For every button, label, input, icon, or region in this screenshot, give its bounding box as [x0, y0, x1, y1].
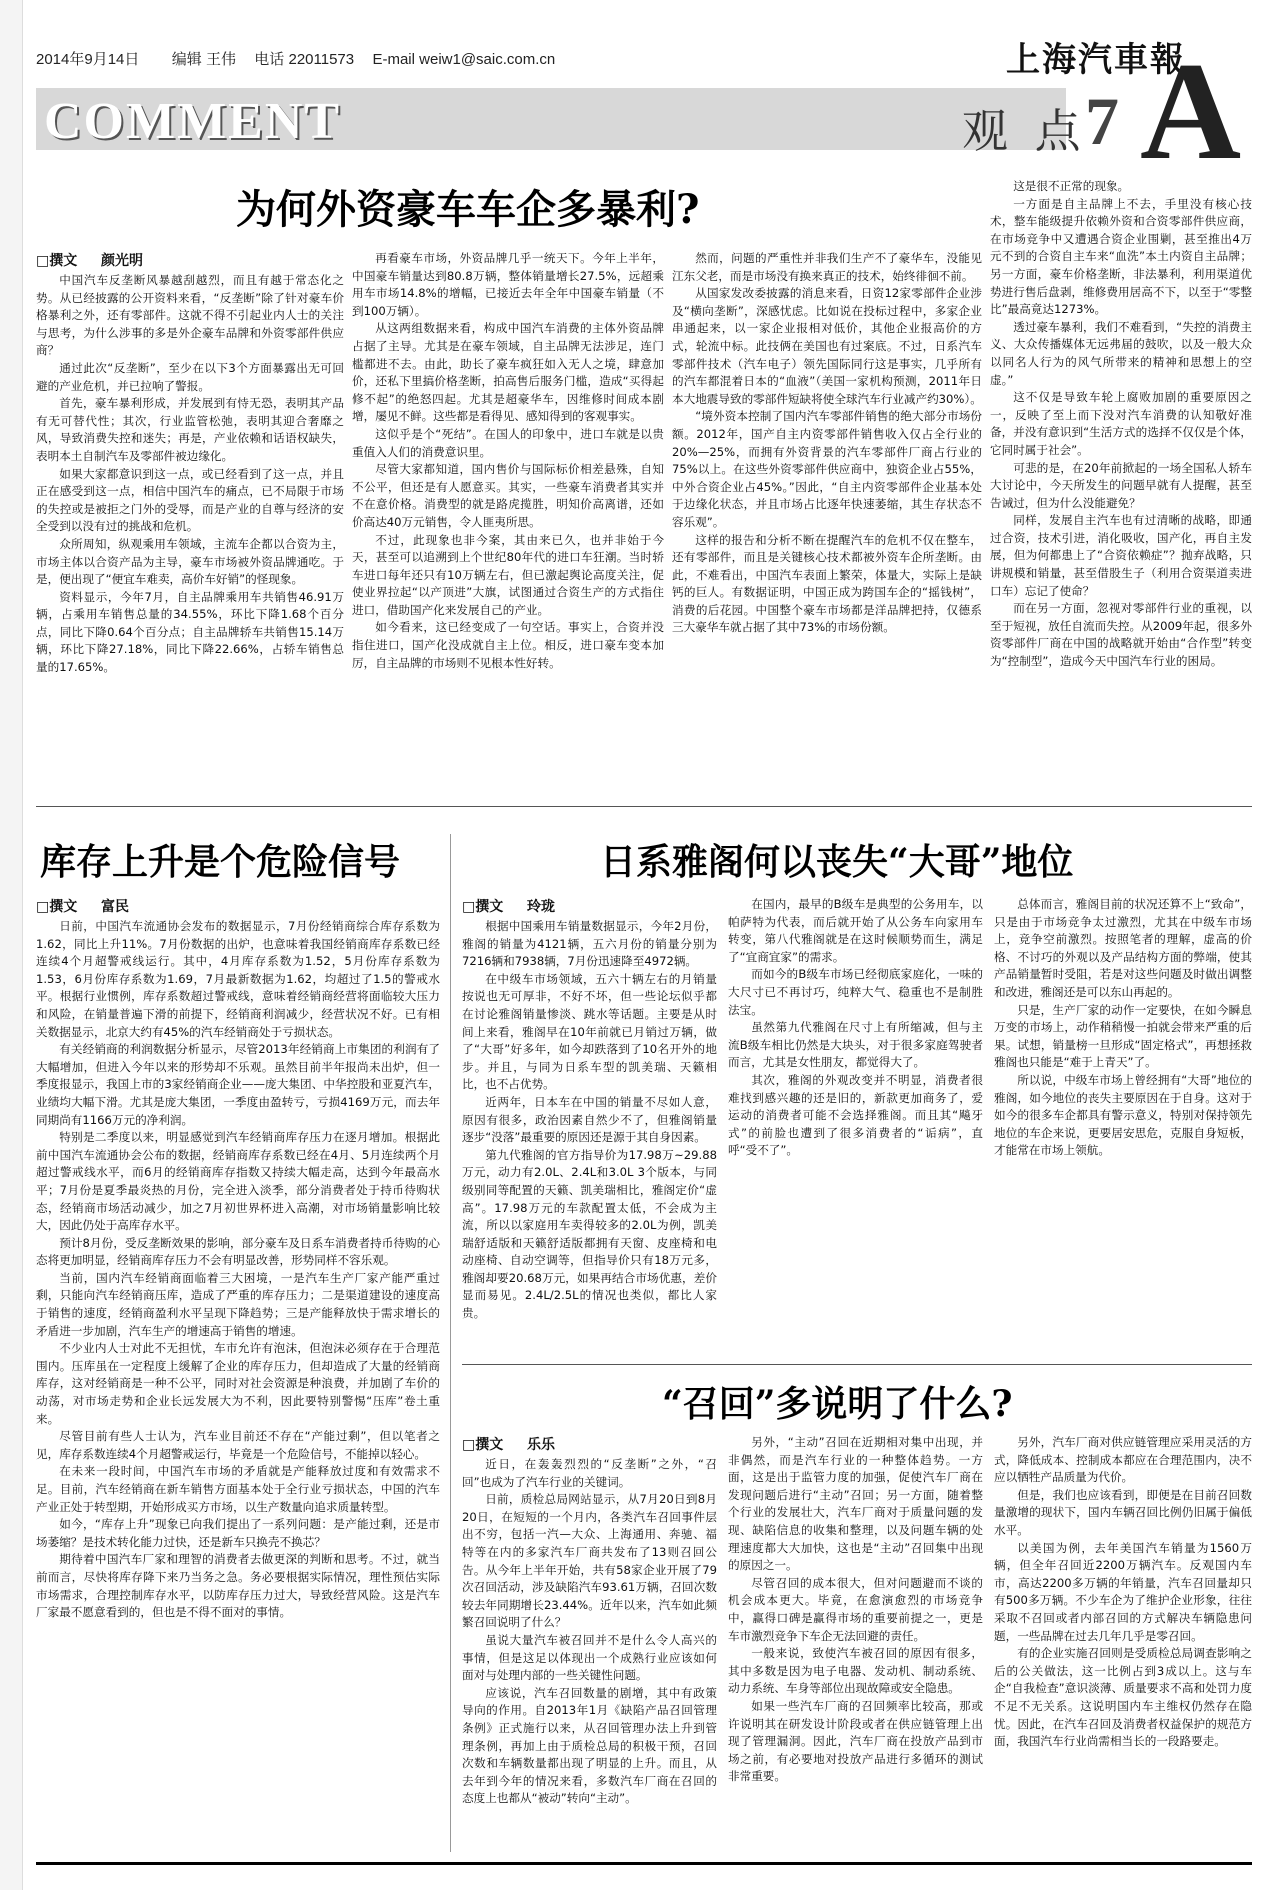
article-paragraph: 一方面是自主品牌上不去，手里没有核心技术，整车能级提升依赖外资和合资零部件供应商，在市场竞争中又遭遇合资企业围剿，甚至推出4万元不到的合资自主车来“血洗”本土内资自主品牌；另一方面，豪车价格垄断，非法暴利，利用渠道优势进行售后盘剥，维修费用居高不下，以至于“零整比”最高竟达1273%。 [990, 196, 1252, 317]
article-paragraph: 如今，“库存上升”现象已向我们提出了一系列问题：是产能过剩，还是市场萎缩？是技术转化能力过快，还是新车只换壳不换芯？ [36, 1517, 440, 1549]
editor-label: 编辑 [171, 51, 202, 68]
article-paragraph: 同样，发展自主汽车也有过清晰的战略，即通过合资，技术引进，消化吸收，国产化，再自主发展，但为何都患上了“合资依赖症”？抛弃战略，只讲规模和销量，甚至借股生子（利用合资渠道卖进口车）忘记了使命？ [990, 513, 1252, 598]
article-paragraph: 再看豪车市场，外资品牌几乎一统天下。今年上半年，中国豪车销量达到80.8万辆，整体销量增长27.5%，远超乘用车市场14.8%的增幅，已接近去年全年中国豪车销量（不到100万辆）。 [352, 251, 664, 318]
article-paragraph: 以美国为例，去年美国汽车销量为1560万辆，但全年召回近2200万辆汽车。反观国内车市，高达2200多万辆的年销量，汽车召回量却只有500多万辆。不少车企为了维护企业形象，往往采取不召回或者内部召回的方式解决车辆隐患问题，一些品牌在过去几年几乎是零召回。 [994, 1540, 1252, 1643]
article-paragraph: 而如今的B级车市场已经彻底家庭化，一味的大尺寸已不再讨巧，纯粹大气、稳重也不是制胜法宝。 [728, 967, 983, 1017]
email-label: E-mail [372, 51, 415, 68]
article-paragraph: 从国家发改委披露的消息来看，日资12家零部件企业涉及“横向垄断”，深感忧虑。比如说在投标过程中，多家企业串通起来，以一家企业报相对低价，其他企业报高价的方式，轮流中标。此技俩在美国也有过案底。不过，日系汽车零部件技术（汽车电子）领先国际同行这是事实，几乎所有的汽车都混着日本的“血液”（美国一家机构预测，2011年日本大地震导致的零部件短缺将使全球汽车行业减产约30%）。 [672, 286, 982, 406]
article-paragraph: 特别是二季度以来，明显感觉到汽车经销商库存压力在逐月增加。根据此前中国汽车流通协会公布的数据，经销商库存系数已经在4月、5月连续两个月超过警戒线水平，而6月的经销商库存指数又持续大幅走高，达到今年最高水平；7月份是夏季最炎热的月份，完全进入淡季，部分消费者处于持币待购状态，经销商市场活动减少，加之7月初世界杯进入高潮，对市场销量影响比较大，因此仍处于高库存水平。 [36, 1130, 440, 1233]
article-paragraph: 虽说大量汽车被召回并不是什么令人高兴的事情，但是这足以体现出一个成熟行业应该如何面对与处理内部的一些关键性问题。 [462, 1632, 717, 1683]
phone-number: 22011573 [288, 51, 355, 68]
article-paragraph: 所以说，中级车市场上曾经拥有“大哥”地位的雅阁，如今地位的丧失主要原因在于自身。这对于如今的很多车企都具有警示意义，特别对保持领先地位的车企来说，更要居安思危，克服自身短板，才能常在市场上领航。 [994, 1072, 1252, 1158]
article-paragraph: 另外，汽车厂商对供应链管理应采用灵活的方式，降低成本、控制成本都应在合理范围内，决不应以牺牲产品质量为代价。 [994, 1435, 1252, 1485]
article3-author: 玲珑 [526, 899, 555, 915]
article-paragraph: 众所周知，纵观乘用车领域，主流车企都以合资为主，市场主体以合资产品为主导，豪车市场被外资品牌通吃。于是，便出现了“便宜车难卖，高价车好销”的怪现象。 [36, 536, 344, 587]
article1-author: 颜光明 [100, 253, 143, 269]
article2-byline [36, 896, 129, 916]
editor-name: 王伟 [205, 51, 236, 68]
article-paragraph: 一般来说，致使汽车被召回的原因有很多，其中多数是因为电子电器、发动机、制动系统、动力系统、车身等部位出现故障或安全隐患。 [728, 1646, 983, 1696]
byline-label: □撰文 [36, 253, 78, 269]
column-divider [450, 834, 451, 1852]
article-paragraph: 根据中国乘用车销量数据显示，今年2月份，雅阁的销量为4121辆，五六月份的销量分别为7216辆和7938辆，7月份迅速降至4972辆。 [462, 919, 717, 969]
article-paragraph: 然而，问题的严重性并非我们生产不了豪华车，没能见江东父老，而是市场没有换来真正的技术，始终徘徊不前。 [672, 251, 982, 283]
article-paragraph: 这不仅是导致车轮上腐败加剧的重要原因之一，反映了至上而下没对汽车消费的认知敬好准备，并没有意识到“生活方式的选择不仅仅是个体，它同时属于社会”。 [990, 390, 1252, 457]
article-paragraph: 期待着中国汽车厂家和理智的消费者去做更深的判断和思考。不过，就当前而言，尽快将库存降下来乃当务之急。务必要根据实际情况，理性预估实际市场需求，合理控制库存水平，以防库存压力过大，导致经营风险。这是汽车厂家最不愿意看到的，但也是不得不面对的事情。 [36, 1552, 440, 1620]
article-paragraph: 如今看来，这已经变成了一句空话。事实上，合资并没指住进口，国产化没成就自主上位。相反，进口豪车变本加厉，自主品牌的市场则不见根本性好转。 [352, 620, 664, 670]
article-paragraph: 如果大家都意识到这一点，或已经看到了这一点，并且正在感受到这一点，相信中国汽车的痛点，已不局限于市场的失控或是被拒之门外的受辱，而是产业的自尊与经济的安全受到以没有过的挑战和危机。 [36, 466, 344, 534]
article-paragraph: 如果一些汽车厂商的召回频率比较高，那或许说明其在研发设计阶段或者在供应链管理上出现了管理漏洞。因此，汽车厂商在投放产品到市场之前，有必要地对投放产品进行多循环的测试非常重要。 [728, 1698, 983, 1784]
article-paragraph: 尽管目前有些人士认为，汽车业目前还不存在“产能过剩”，但以笔者之见，库存系数连续4个月超警戒运行，毕竟是一个危险信号，不能掉以轻心。 [36, 1429, 440, 1461]
article1-byline [36, 250, 143, 270]
byline-label: □撰文 [36, 899, 78, 915]
article4-column-3 [994, 1434, 1252, 1852]
article-paragraph: 不少业内人士对此不无担忧，车市允许有泡沫，但泡沫必须存在于合理范围内。压库虽在一定程度上缓解了企业的库存压力，但却造成了大量的经销商库存，这对经销商是一种不公平，同时对社会资源是种浪费，并加剧了车价的动荡，对市场走势和企业长远发展大为不利，因此要特别警惕“压库”卷土重来。 [36, 1341, 440, 1426]
byline-label: □撰文 [462, 899, 504, 915]
article-paragraph: 这是很不正常的现象。 [1013, 179, 1130, 193]
article-paragraph: 在中级车市场领域，五六十辆左右的月销量按说也无可厚非，不好不坏，但一些论坛似乎都在讨论雅阁销量惨淡、跳水等话题。主要是从时间上来看，雅阁早在10年前就已月销过万辆，做了“大哥”好多年，如今却跌落到了10名开外的地步。并且，与同为日系车型的凯美瑞、天籁相比，也不占优势。 [462, 971, 717, 1092]
page-bottom-rule [36, 1862, 1252, 1865]
article-paragraph: 而在另一方面，忽视对零部件行业的重视，以至于短视，放任自流而失控。从2009年起，很多外资零部件厂商在中国的战略就开始由“合作型”转变为“控制型”，造成今天中国汽车行业的困局。 [990, 601, 1252, 669]
article-paragraph: 总体而言，雅阁目前的状况还算不上“致命”，只是由于市场竞争太过激烈，尤其在中级车市场上，竞争空前激烈。按照笔者的理解，虚高的价格、不讨巧的外观以及产品结构方面的弊端，使其产品销量暂时受阻，若是对这些问题及时做出调整和改进，雅阁还是可以东山再起的。 [994, 897, 1252, 999]
article-paragraph: 日前，质检总局网站显示，从7月20日到8月20日，在短短的一个月内，各类汽车召回事件层出不穷，包括一汽—大众、上海通用、奔驰、福特等在内的多家汽车厂商共发布了13则召回公告。从今年上半年开始，共有58家企业开展了79次召回活动，涉及缺陷汽车93.61万辆，召回次数较去年同期增长23.44%。近年以来，汽车如此频繁召回说明了什么？ [462, 1492, 717, 1630]
article4-author: 乐乐 [526, 1437, 555, 1453]
page-letter: A [1140, 34, 1242, 189]
article-paragraph: 中国汽车反垄断风暴越刮越烈，而且有越于常态化之势。从已经披露的公开资料来看，“反垄断”除了针对豪车价格暴利之外，还有零部件。这就不得不引起业内人士的关注与思考，为什么涉事的多是外企豪车品牌和外资零部件供应商？ [36, 273, 344, 358]
article-paragraph: “境外资本控制了国内汽车零部件销售的绝大部分市场份额。2012年，国产自主内资零部件销售收入仅占全行业的20%—25%，而拥有外资背景的汽车零部件厂商占行业的75%以上。在这些外资零部件供应商中，独资企业占55%，中外合资企业占45%。”因此，“自主内资零部件企业基本处于边缘化状态，并且市场占比逐年快速萎缩，其生存状态不容乐观”。 [672, 409, 982, 529]
article-paragraph: 在未来一段时间，中国汽车市场的矛盾就是产能释放过度和有效需求不足。目前，汽车经销商在新车销售方面基本处于全行业亏损状态，中国的汽车产业正处于转型期，开始形成买方市场，以生产数量向追求质量转型。 [36, 1464, 440, 1514]
article-paragraph: 只是，生产厂家的动作一定要快，在如今瞬息万变的市场上，动作稍稍慢一拍就会带来严重的后果。试想，销量榜一旦形成“固定格式”，再想拯救雅阁也只能是“难于上青天”了。 [994, 1002, 1252, 1070]
article-paragraph: 在国内，最早的B级车是典型的公务用车，以帕萨特为代表，而后就开始了从公务车向家用车转变，第八代雅阁就是在这时候顺势而生，满足了“宜商宜家”的需求。 [728, 897, 983, 964]
phone-label: 电话 [254, 51, 285, 68]
article-paragraph: 近两年，日本车在中国的销量不尽如人意，原因有很多，政治因素自然少不了，但雅阁销量逐步“没落”最重要的原因还是源于其自身因素。 [462, 1094, 717, 1145]
article-paragraph: 这似乎是个“死结”。在国人的印象中，进口车就是以贵重值入人们的消费意识里。 [352, 426, 664, 459]
article2-author: 富民 [100, 899, 129, 915]
article4-headline: “召回”多说明了什么? [662, 1383, 1013, 1425]
section-divider [36, 806, 1252, 807]
article-paragraph: 第九代雅阁的官方指导价为17.98万~29.88万元，动力有2.0L、2.4L和3.0L 3个版本，与同级别同等配置的天籁、凯美瑞相比，雅阁定价“虚高”。17.98万元的车款配置太低，不会成为主流，所以以家庭用车卖得较多的2.0L为例，凯美瑞舒适版和天籁舒适版都拥有天窗、皮座椅和电动座椅、自动空调等，但指导价只有18万元多，雅阁却要20.68万元，如果再结合市场优惠，差价显而易见。2.4L/2.5L的情况也类似，都比人家贵。 [462, 1147, 717, 1321]
byline-label: □撰文 [462, 1437, 504, 1453]
issue-date: 2014年9月14日 [36, 51, 140, 68]
article-paragraph: 这样的报告和分析不断在提醒汽车的危机不仅在整车，还有零部件，而且是关键核心技术都被外资车企所垄断。由此，不难看出，中国汽车表面上繁荣，体量大，实际上是缺钙的巨人。有数据证明，中国正成为跨国车企的“摇钱树”，消费的后花园。中国整个豪车市场都是洋品牌把持，仅德系三大豪华车就占据了其中73%的市场份额。 [672, 532, 982, 635]
article-paragraph: 其次，雅阁的外观改变并不明显，消费者很难找到感兴趣的还是旧的，新款更加商务了，爱运动的消费者可能不会选择雅阁。而且其“飚牙式”的前脸也遭到了很多消费者的“诟病”，直呼“受不了”。 [728, 1072, 983, 1158]
article4-byline [462, 1434, 555, 1454]
article-paragraph: 有关经销商的利润数据分析显示，尽管2013年经销商上市集团的利润有了大幅增加，但进入今年以来的形势却不乐观。虽然目前半年报尚未出炉，但一季度报显示，我国上市的3家经销商企业——庞大集团、中华控股和亚夏汽车，业绩均大幅下滑。尤其是庞大集团，一季度由盈转亏，亏损4169万元，而去年同期尚有1166万元的净利润。 [36, 1042, 440, 1127]
article-paragraph: 尽管召回的成本很大，但对问题避而不谈的机会成本更大。毕竟，在愈演愈烈的市场竞争中，赢得口碑是赢得市场的重要前提之一，更是车市激烈竞争下车企无法回避的责任。 [728, 1575, 983, 1643]
article2-headline: 库存上升是个危险信号 [40, 841, 401, 883]
article-paragraph: 当前，国内汽车经销商面临着三大困境，一是汽车生产厂家产能严重过剩，只能向汽车经销商压库，造成了严重的库存压力；二是渠道建设的速度高于销售的速度，经销商盈利水平呈现下降趋势；三是产能释放快于需求增长的矛盾进一步加剧，汽车生产的增速高于销售的增速。 [36, 1270, 440, 1338]
article-paragraph: 透过豪车暴利，我们不难看到，“失控的消费主义、大众传播媒体无远弗届的鼓吹，以及一般大众以同名人行为的风气所带来的精神和思想上的空虚。” [990, 319, 1252, 387]
article-paragraph: 通过此次“反垄断”，至少在以下3个方面暴露出无可回避的产业危机，并已拉响了警报。 [36, 360, 344, 393]
article3-column-2 [728, 896, 983, 1350]
page-number: 7 [1085, 83, 1119, 159]
section-divider [462, 1364, 1252, 1365]
article4-column-2 [728, 1434, 983, 1852]
article-paragraph: 资料显示，今年7月，自主品牌乘用车共销售46.91万辆，占乘用车销售总量的34.55%，环比下降1.68个百分点，同比下降0.64个百分点；自主品牌轿车共销售15.14万辆，环比下降27.18%，同比下降22.66%，占轿车销售总量的17.65%。 [36, 589, 344, 675]
left-margin-strip [0, 0, 23, 1890]
article-paragraph: 应该说，汽车召回数量的剧增，其中有政策导向的作用。自2013年1月《缺陷产品召回管理条例》正式施行以来，从召回管理办法上升到管理条例，再加上由于质检总局的积极干预，召回次数和车辆数量都出现了明显的上升。而且，从去年到今年的情况来看，多数汽车厂商在召回的态度上也都从“被动”转向“主动”。 [462, 1685, 717, 1806]
article3-column-1 [462, 918, 717, 1350]
article1-headline: 为何外资豪车车企多暴利? [236, 186, 700, 233]
article-paragraph: 日前，中国汽车流通协会发布的数据显示，7月份经销商综合库存系数为1.62，同比上升11%。7月份数据的出炉，也意味着我国经销商库存系数已经连续4个月超警戒线运行。其中，4月库存系数为1.52，5月份库存系数为1.53，6月份库存系数为1.69，7月最新数据为1.62，均超过了1.5的警戒水平。根据行业惯例，库存系数超过警戒线，意味着经销商经营将面临较大压力和风险，在销量普遍下滑的前提下，经销商利润减少，经营状况不好。已有相关数据显示，北京大约有45%的汽车经销商处于亏损状态。 [36, 919, 440, 1039]
article-paragraph: 近日，在轰轰烈烈的“反垄断”之外，“召回”也成为了汽车行业的关键词。 [462, 1457, 717, 1489]
article1-column-3 [672, 250, 982, 782]
header-info [36, 48, 555, 69]
article-paragraph: 虽然第九代雅阁在尺寸上有所缩减，但与主流B级车相比仍然是大块头，对于很多家庭驾驶者而言，尤其是女性朋友，都觉得大了。 [728, 1020, 983, 1070]
section-title-cn: 观 点 [962, 104, 1087, 158]
article-paragraph: 首先，豪车暴利形成，并发展到有恃无恐，表明其产品有无可替代性；其次，行业监管松弛，表明其迎合奢靡之风，导致消费失控和迷失；再是，产业依赖和话语权缺失，表明本土自制汽车及零部件被边缘化。 [36, 396, 344, 463]
article3-headline: 日系雅阁何以丧失“大哥”地位 [600, 841, 1074, 883]
newspaper-masthead: 上海汽車報 [1006, 40, 1186, 80]
article-paragraph: 有的企业实施召回则是受质检总局调查影响之后的公关做法，这一比例占到3成以上。这与车企“自我检查”意识淡薄、质量要求不高和处罚力度不足不无关系。这说明国内车主维权仍然存在隐忧。因此，在汽车召回及消费者权益保护的规范方面，我国汽车行业尚需相当长的一段路要走。 [994, 1646, 1252, 1749]
article1-column-4 [990, 178, 1252, 782]
article3-byline [462, 896, 555, 916]
section-title-en: COMMENT [44, 93, 342, 150]
article-paragraph: 不过，此现象也非今案，其由来已久，也并非始于今天，甚至可以追溯到上个世纪80年代的进口车狂潮。当时轿车进口每年还只有10万辆左右，但已激起舆论高度关注，促使业界拉起“以产顶进”大旗，试图通过合资生产的方式指住进口，借助国产化来发展自己的产业。 [352, 532, 664, 617]
article-paragraph: 预计8月份，受反垄断效果的影响，部分豪车及日系车消费者持币待购的心态将更加明显，经销商库存压力不会有明显改善，形势同样不容乐观。 [36, 1235, 440, 1268]
article3-column-3 [994, 896, 1252, 1350]
article-paragraph: 从这两组数据来看，构成中国汽车消费的主体外资品牌占据了主导。尤其是在豪车领域，自主品牌无法涉足，连门槛都进不去。由此，助长了豪车疯狂如入无人之境，肆意加价，还私下里搞价格垄断，拍高售后服务门槛，造成“买得起修不起”的绝怒四起。尤其是超豪华车，因维修时间成本剧增，屡见不鲜。这些都是看得见、感知得到的客观事实。 [352, 321, 664, 424]
article4-column-1 [462, 1456, 717, 1852]
email-address: weiw1@saic.com.cn [419, 51, 556, 68]
article-paragraph: 尽管大家都知道，国内售价与国际标价相差悬殊，自知不公平，但还是有人愿意买。其实，一些豪车消费者其实并不在意价格。消费型的就是路虎揽胜，明知价高离谱，还如价高达40万元销售，令人匪夷所思。 [352, 462, 664, 529]
article2-column [36, 918, 440, 1852]
article-paragraph: 但是，我们也应该看到，即便是在目前召回数量激增的现状下，国内车辆召回比例仍旧属于偏低水平。 [994, 1487, 1252, 1537]
article-paragraph: 另外，“主动”召回在近期相对集中出现，并非偶然，而是汽车行业的一种整体趋势。一方面，这是出于监管力度的加强，促使汽车厂商在发现问题后进行“主动”召回；另一方面，随着整个行业的发展壮大，汽车厂商对于质量问题的发现、缺陷信息的收集和整理，以及问题车辆的处理速度都大大加快，这也是“主动”召回集中出现的原因之一。 [728, 1435, 983, 1573]
article-paragraph: 可悲的是，在20年前掀起的一场全国私人轿车大讨论中，今天所发生的问题早就有人提醒，甚至告诫过，但为什么没能避免？ [990, 460, 1252, 510]
article1-column-1 [36, 272, 344, 782]
article1-column-2 [352, 250, 664, 782]
